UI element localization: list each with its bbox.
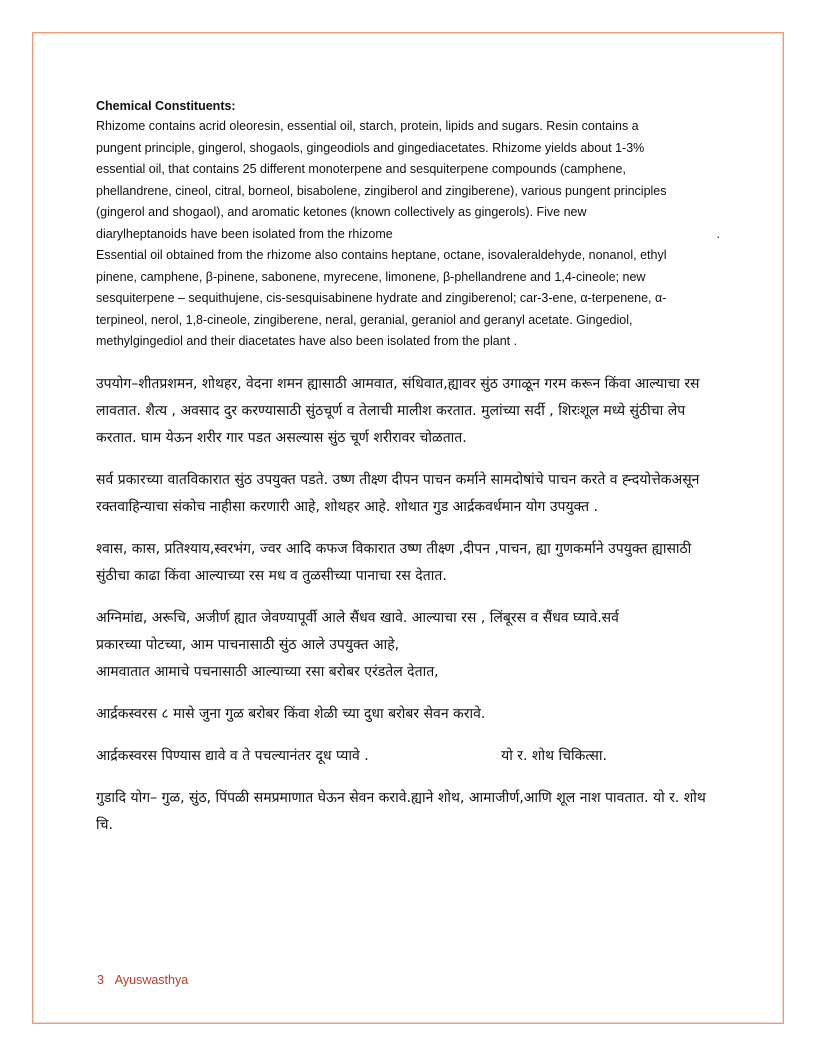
english-line: terpineol, nerol, 1,8-cineole, zingiberene, neral, geranial, geraniol and geranyl acetate. Gingediol, bbox=[96, 312, 633, 327]
marathi-line: आर्द्रकस्वरस पिण्यास द्यावे व ते पचल्यानंतर दूध प्यावे . bbox=[96, 747, 369, 764]
english-line: pinene, camphene, β-pinene, sabonene, myrecene, limonene, β-phellandrene and 1,4-cineole; new bbox=[96, 269, 646, 284]
marathi-paragraph-agnimandya bbox=[96, 605, 720, 686]
marathi-paragraph-gudadi: गुडादि योग– गुळ, सुंठ, पिंपळी समप्रमाणात घेऊन सेवन करावे.ह्याने शोथ, आमाजीर्ण,आणि शूल नाश पावतात. यो र. शोथ चि. bbox=[96, 789, 706, 833]
document-body bbox=[96, 96, 720, 854]
english-line: sesquiterpene – sequithujene, cis-sesquisabinene hydrate and zingiberenol; car-3-ene, α-terpenene, α- bbox=[96, 291, 667, 305]
marathi-paragraph-ardraka-milk bbox=[96, 743, 720, 770]
english-line: phellandrene, cineol, citral, borneol, bisabolene, zingiberol and zingiberene), various pungent principles bbox=[96, 183, 667, 198]
marathi-line: प्रकारच्या पोटच्या, आम पाचनासाठी सुंठ आले उपयुक्त आहे, bbox=[96, 636, 400, 653]
marathi-paragraph-ardraka: आर्द्रकस्वरस ८ मासे जुना गुळ बरोबर किंवा शेळी च्या दुधा बरोबर सेवन करावे. bbox=[96, 705, 486, 722]
trailing-dot: . bbox=[716, 226, 720, 241]
english-line bbox=[96, 224, 720, 246]
page-footer bbox=[97, 973, 188, 987]
marathi-line: आमवातात आमाचे पचनासाठी आल्याच्या रसा बरोबर एरंडतेल देतात, bbox=[96, 663, 439, 680]
page-number: 3 bbox=[97, 973, 104, 987]
english-paragraph bbox=[96, 116, 720, 353]
english-line: essential oil, that contains 25 different monoterpene and sesquiterpene compounds (camphene, bbox=[96, 162, 626, 176]
reference-citation: यो र. शोथ चिकित्सा. bbox=[501, 747, 607, 764]
english-line-text: diarylheptanoids have been isolated from the rhizome bbox=[96, 226, 393, 241]
footer-title: Ayuswasthya bbox=[114, 973, 189, 987]
english-line: Rhizome contains acrid oleoresin, essential oil, starch, protein, lipids and sugars. Resin contains a bbox=[96, 119, 639, 133]
marathi-line: अग्निमांद्य, अरूचि, अजीर्ण ह्यात जेवण्यापूर्वी आले सैंधव खावे. आल्याचा रस , लिंबूरस व सैंधव घ्यावे.सर्व bbox=[96, 609, 619, 626]
english-line: pungent principle, gingerol, shogaols, gingeodiols and gingediacetates. Rhizome yields about 1-3% bbox=[96, 140, 645, 155]
marathi-paragraph-vata: सर्व प्रकारच्या वातविकारात सुंठ उपयुक्त पडते. उष्ण तीक्ष्ण दीपन पाचन कर्माने सामदोषांचे पाचन करते व ह्न्दयोत्तेकअसून रक्तवाहिन्याचा संकोच नाहीसा करणारी आहे, शोथहर आहे. शोथात गुड आर्द्रकवर्धमान योग उपयुक्त . bbox=[96, 471, 700, 515]
marathi-paragraph-uses: उपयोग–शीतप्रशमन, शोथहर, वेदना शमन ह्यासाठी आमवात, संधिवात,ह्यावर सुंठ उगाळून गरम करून किंवा आल्याचा रस लावतात. शैत्य , अवसाद दुर करण्यासाठी सुंठचूर्ण व तेलाची मालीश करतात. मुलांच्या सर्दी , शिरःशूल मध्ये सुंठीचा लेप करतात. घाम येऊन शरीर गार पडत असल्यास सुंठ चूर्ण शरीरावर चोळतात. bbox=[96, 375, 700, 446]
english-line: Essential oil obtained from the rhizome also contains heptane, octane, isovaleraldehyde, nonanol, ethyl bbox=[96, 248, 667, 262]
section-heading: Chemical Constituents: bbox=[96, 99, 236, 113]
english-line: methylgingediol and their diacetates have also been isolated from the plant . bbox=[96, 334, 518, 348]
english-line: (gingerol and shogaol), and aromatic ketones (known collectively as gingerols). Five new bbox=[96, 205, 587, 219]
marathi-paragraph-kapha: श्वास, कास, प्रतिश्याय,स्वरभंग, ज्वर आदि कफज विकारात उष्ण तीक्ष्ण ,दीपन ,पाचन, ह्या गुणकर्माने उपयुक्त ह्यासाठी सुंठीचा काढा किंवा आल्याच्या रस मध व तुळसीच्या पानाचा रस देतात. bbox=[96, 540, 692, 584]
